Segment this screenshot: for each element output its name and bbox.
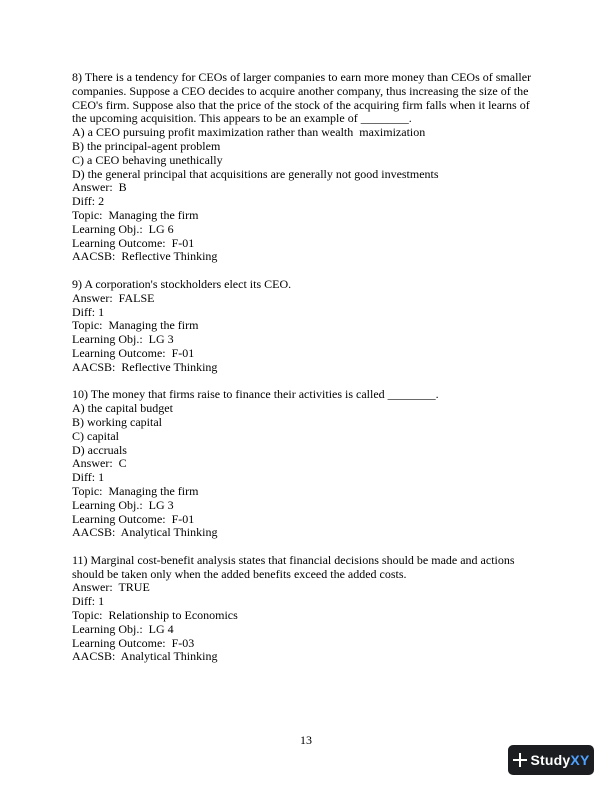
option-a: A) a CEO pursuing profit maximization rather than wealth maximization (72, 125, 426, 140)
question-text-line: 8) There is a tendency for CEOs of larger companies to earn more money than CEOs of smaller (72, 70, 532, 84)
aacsb: AACSB: Reflective Thinking (72, 359, 218, 374)
question-9 (72, 278, 542, 375)
question-text (72, 554, 542, 582)
question-text-line: 9) A corporation's stockholders elect its CEO. (72, 276, 292, 291)
option-b: B) working capital (72, 414, 162, 429)
question-text-line: should be taken only when the added benefits exceed the added costs. (72, 566, 407, 581)
learning-outcome: Learning Outcome: F-01 (72, 345, 195, 360)
learning-outcome: Learning Outcome: F-01 (72, 235, 195, 250)
question-text (72, 71, 542, 126)
aacsb: AACSB: Reflective Thinking (72, 249, 218, 264)
topic: Topic: Managing the firm (72, 483, 199, 498)
answer: Answer: C (72, 456, 127, 471)
difficulty: Diff: 1 (72, 470, 105, 485)
answer: Answer: FALSE (72, 290, 155, 305)
topic: Topic: Relationship to Economics (72, 608, 238, 623)
option-a: A) the capital budget (72, 401, 173, 416)
difficulty: Diff: 1 (72, 304, 105, 319)
question-11 (72, 554, 542, 664)
question-text-line: companies. Suppose a CEO decides to acquire another company, thus increasing the size of the (72, 83, 529, 98)
difficulty: Diff: 1 (72, 594, 105, 609)
plus-icon (513, 753, 527, 767)
question-text-line: CEO's firm. Suppose also that the price of the stock of the acquiring firm falls when it learns of (72, 97, 530, 112)
learning-objective: Learning Obj.: LG 3 (72, 497, 174, 512)
question-text (72, 388, 542, 402)
question-text-line: the upcoming acquisition. This appears to be an example of ________. (72, 111, 412, 126)
topic: Topic: Managing the firm (72, 207, 199, 222)
page-number: 13 (300, 733, 312, 747)
question-text-line: 10) The money that firms raise to finance their activities is called ________. (72, 387, 439, 402)
studyxy-badge[interactable] (508, 745, 594, 775)
question-text-line: 11) Marginal cost-benefit analysis states that financial decisions should be made and actions (72, 552, 515, 567)
badge-brand (531, 752, 590, 768)
document-body (72, 71, 542, 678)
option-c: C) a CEO behaving unethically (72, 152, 223, 167)
option-d: D) the general principal that acquisitions are generally not good investments (72, 166, 439, 181)
option-c: C) capital (72, 428, 119, 443)
option-d: D) accruals (72, 442, 127, 457)
question-10 (72, 388, 542, 540)
answer: Answer: TRUE (72, 580, 150, 595)
difficulty: Diff: 2 (72, 194, 105, 209)
badge-brand-main: Study (530, 752, 571, 768)
topic: Topic: Managing the firm (72, 318, 199, 333)
badge-brand-accent: XY (570, 752, 590, 768)
aacsb: AACSB: Analytical Thinking (72, 525, 218, 540)
question-8 (72, 71, 542, 264)
learning-objective: Learning Obj.: LG 6 (72, 221, 174, 236)
learning-objective: Learning Obj.: LG 3 (72, 332, 174, 347)
aacsb: AACSB: Analytical Thinking (72, 649, 218, 664)
learning-outcome: Learning Outcome: F-03 (72, 635, 195, 650)
answer: Answer: B (72, 180, 127, 195)
option-b: B) the principal-agent problem (72, 138, 221, 153)
learning-objective: Learning Obj.: LG 4 (72, 621, 174, 636)
learning-outcome: Learning Outcome: F-01 (72, 511, 195, 526)
question-text (72, 278, 542, 292)
